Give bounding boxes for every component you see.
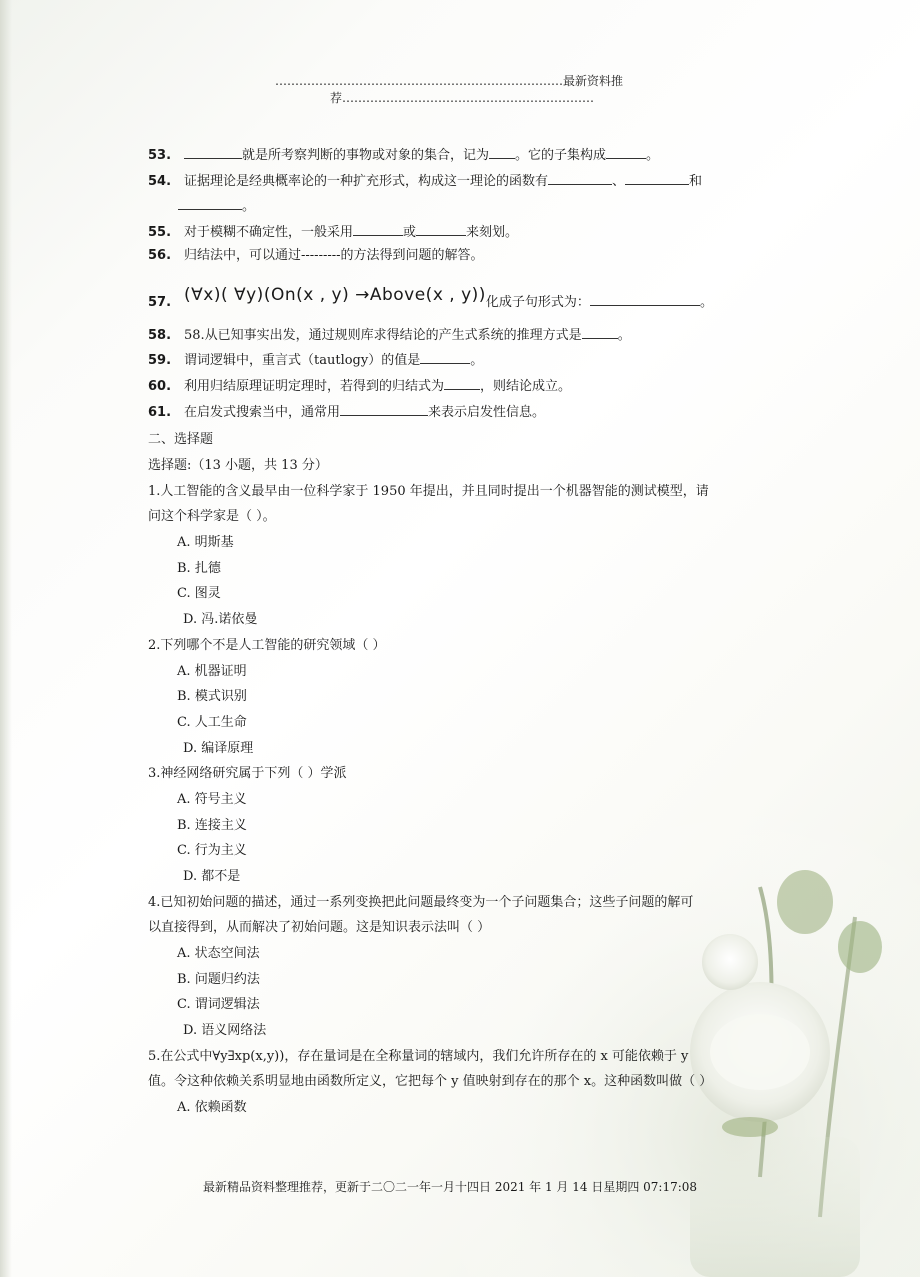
answer-blank — [416, 222, 466, 236]
answer-blank — [625, 171, 689, 185]
choice-question-2: 2.下列哪个不是人工智能的研究领域（ ） — [148, 638, 386, 653]
question-number: 57. — [148, 295, 172, 310]
answer-blank — [444, 376, 480, 390]
choice-2-option-b: B. 模式识别 — [177, 689, 247, 704]
choice-4-option-d: D. 语义网络法 — [183, 1023, 267, 1038]
choice-1-option-c: C. 图灵 — [177, 586, 221, 601]
choice-1-option-a: A. 明斯基 — [177, 535, 234, 550]
choice-3-option-c: C. 行为主义 — [177, 843, 247, 858]
choice-1-option-b: B. 扎德 — [177, 561, 221, 576]
header-line-2: 荐……………………………………………………… — [330, 91, 595, 105]
choice-2-option-a: A. 机器证明 — [177, 664, 247, 679]
choice-3-option-b: B. 连接主义 — [177, 818, 247, 833]
choice-1-option-d: D. 冯.诺依曼 — [183, 612, 258, 627]
choice-2-option-c: C. 人工生命 — [177, 715, 247, 730]
answer-blank — [184, 145, 242, 159]
question-61: 61. 在启发式搜索当中，通常用 来表示启发性信息。 — [148, 402, 545, 422]
question-55: 55. 对于模糊不确定性，一般采用 或 来刻划。 — [148, 222, 518, 242]
question-number: 56. — [148, 248, 172, 263]
header-line-1: ………………………………………………………………最新资料推 — [275, 74, 624, 88]
question-number: 61. — [148, 405, 172, 420]
answer-blank — [548, 171, 612, 185]
flower-background-decoration — [460, 797, 920, 1277]
logic-formula: (∀x)( ∀y)(On(x , y) →Above(x , y)) — [184, 285, 486, 305]
answer-blank — [489, 145, 515, 159]
answer-blank — [340, 402, 428, 416]
question-54: 54. 证据理论是经典概率论的一种扩充形式，构成这一理论的函数有 、 和 — [148, 171, 702, 191]
choice-4-option-c: C. 谓词逻辑法 — [177, 997, 260, 1012]
choice-question-1-line-1: 1.人工智能的含义最早由一位科学家于 1950 年提出，并且同时提出一个机器智能的测试模型，请 — [148, 484, 709, 499]
question-58: 58. 58.从已知事实出发，通过规则库求得结论的产生式系统的推理方式是 。 — [148, 325, 631, 345]
question-57: 57. (∀x)( ∀y)(On(x , y) →Above(x , y))化成子句形式为： 。 — [148, 285, 713, 310]
choice-3-option-d: D. 都不是 — [183, 869, 241, 884]
question-53: 53. 就是所考察判断的事物或对象的集合，记为 。它的子集构成 。 — [148, 145, 659, 165]
choice-question-5-line-1: 5.在公式中∀y∃xp(x,y))，存在量词是在全称量词的辖域内，我们允许所存在的 x 可能依赖于 y — [148, 1049, 689, 1064]
question-59: 59. 谓词逻辑中，重言式（tautlogy）的值是 。 — [148, 350, 483, 370]
question-54-continued: 。 — [178, 196, 255, 216]
question-number: 60. — [148, 379, 172, 394]
answer-blank — [420, 350, 470, 364]
choice-question-1-line-2: 问这个科学家是（ ）。 — [148, 509, 276, 524]
choice-4-option-a: A. 状态空间法 — [177, 946, 260, 961]
question-56: 56. 归结法中，可以通过---------的方法得到问题的解答。 — [148, 248, 484, 263]
answer-blank — [606, 145, 646, 159]
page-edge-shadow — [0, 0, 12, 1277]
section-title: 二、选择题 — [148, 432, 214, 447]
question-number: 55. — [148, 225, 172, 240]
answer-blank — [353, 222, 403, 236]
choice-4-option-b: B. 问题归约法 — [177, 972, 260, 987]
choice-2-option-d: D. 编译原理 — [183, 741, 254, 756]
answer-blank — [178, 196, 242, 210]
choice-question-4-line-2: 以直接得到，从而解决了初始问题。这是知识表示法叫（ ） — [148, 920, 491, 935]
question-number: 59. — [148, 353, 172, 368]
choice-question-4-line-1: 4.已知初始问题的描述，通过一系列变换把此问题最终变为一个子问题集合；这些子问题的解可 — [148, 895, 694, 910]
section-subtitle: 选择题:（13 小题，共 13 分） — [148, 458, 328, 473]
question-number: 58. — [148, 328, 172, 343]
choice-3-option-a: A. 符号主义 — [177, 792, 247, 807]
question-number: 54. — [148, 174, 172, 189]
choice-5-option-a: A. 依赖函数 — [177, 1100, 247, 1115]
question-60: 60. 利用归结原理证明定理时，若得到的归结式为 ，则结论成立。 — [148, 376, 571, 396]
answer-blank — [582, 325, 618, 339]
question-number: 53. — [148, 148, 172, 163]
page-footer: 最新精品资料整理推荐，更新于二〇二一年一月十四日 2021 年 1 月 14 日星期四 07:17:08 — [203, 1180, 698, 1194]
choice-question-3: 3.神经网络研究属于下列（ ）学派 — [148, 766, 347, 781]
choice-question-5-line-2: 值。令这种依赖关系明显地由函数所定义，它把每个 y 值映射到存在的那个 x。这种函数叫做（ ） — [148, 1074, 713, 1089]
answer-blank — [590, 292, 700, 306]
